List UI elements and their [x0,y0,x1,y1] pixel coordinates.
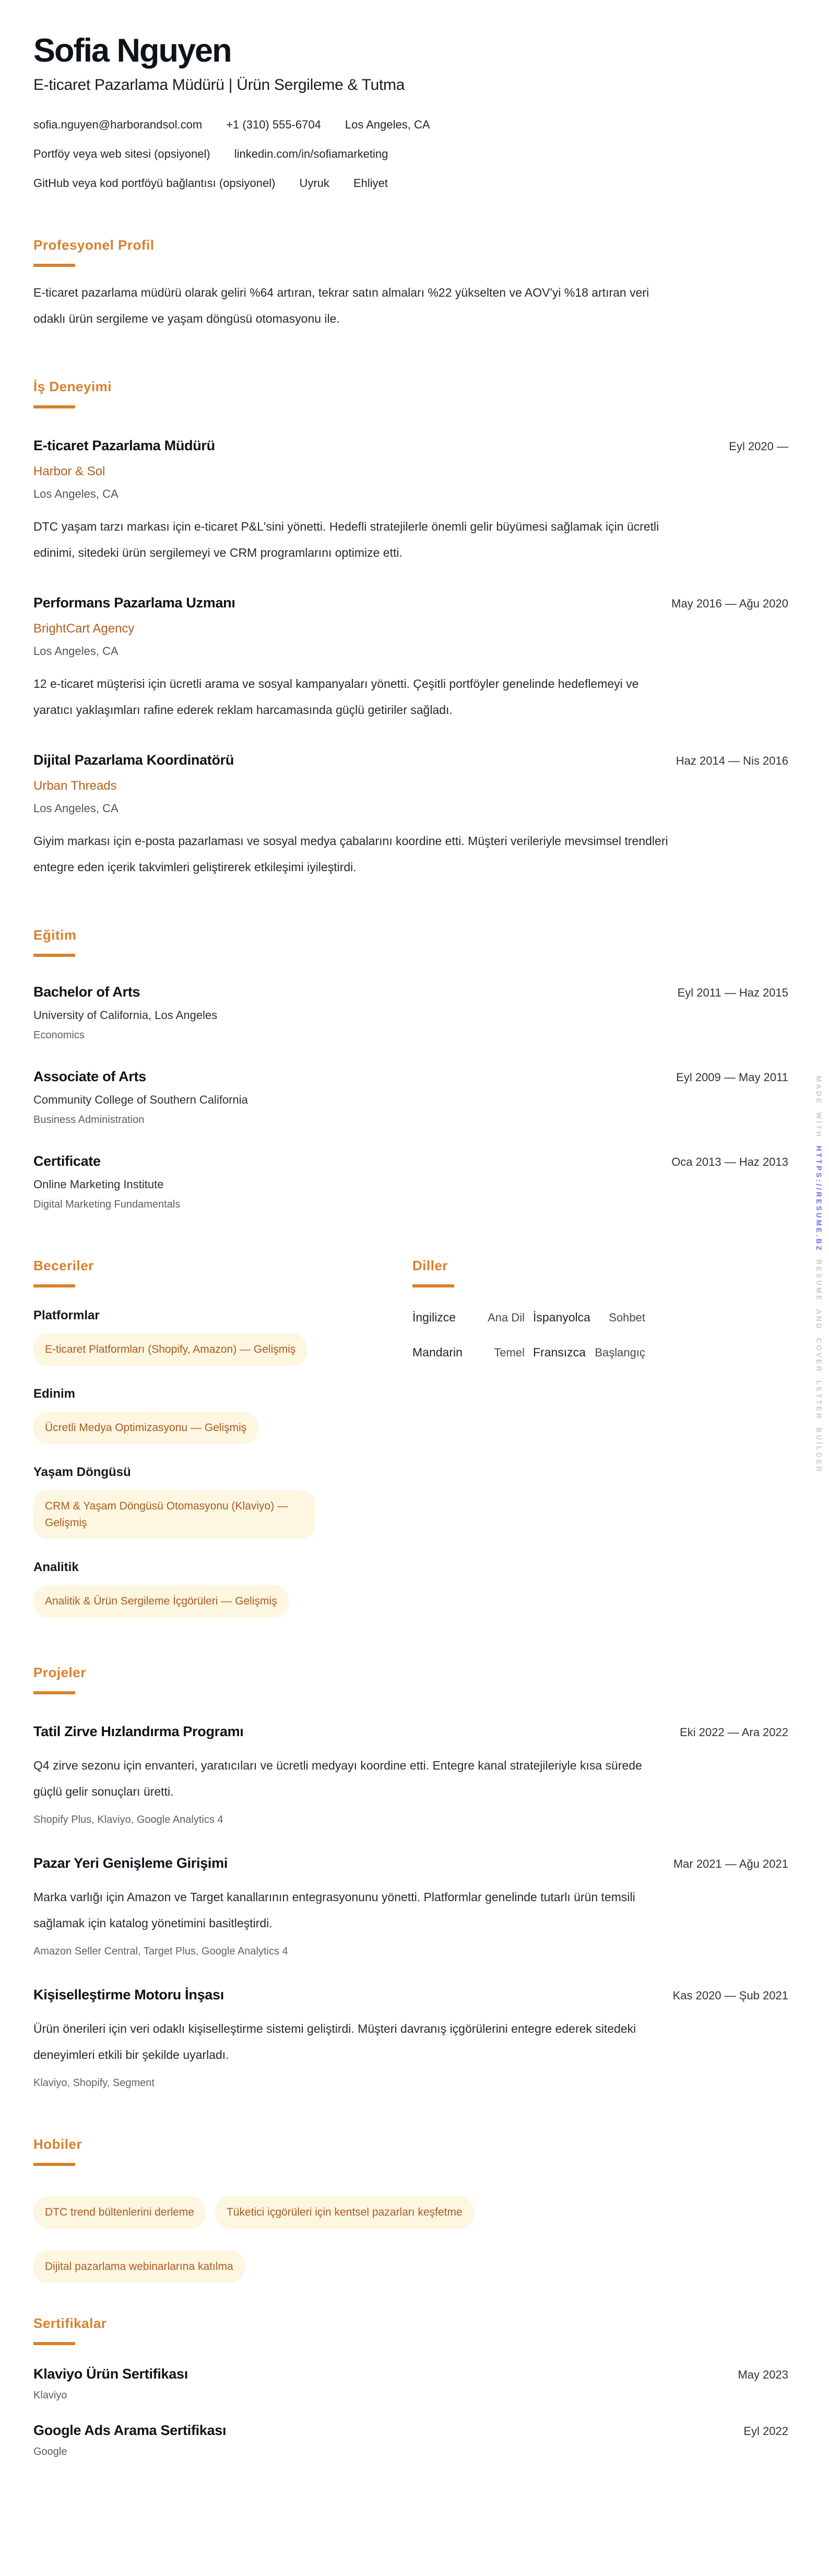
section-heading: Beceriler [33,1258,94,1274]
contact-block [33,118,788,190]
hobby-pills [33,2186,608,2283]
section-education [33,927,788,1211]
portfolio-placeholder-text: Portföy veya web sitesi (opsiyonel) [33,147,210,161]
project-date: Mar 2021 — Ağu 2021 [673,1857,788,1871]
section-heading: Hobiler [33,2136,82,2152]
job-location: Los Angeles, CA [33,645,119,658]
hobby-pill: Tüketici içgörüleri için kentsel pazarları keşfetme [215,2196,474,2229]
certificate-date: Eyl 2022 [743,2425,788,2438]
degree-title: Associate of Arts [33,1069,146,1085]
section-heading: Diller [412,1258,448,1274]
education-entry [33,984,788,1041]
certificate-entry [33,2366,788,2402]
company-name: Urban Threads [33,779,117,793]
language-item [533,1310,645,1325]
section-heading: İş Deneyimi [33,379,112,395]
language-level: Sohbet [609,1311,645,1325]
language-item [412,1310,525,1325]
contact-row [33,118,788,132]
job-location: Los Angeles, CA [33,487,119,501]
certificate-issuer: Google [33,2446,67,2458]
certificate-entry [33,2422,788,2458]
job-title: Dijital Pazarlama Koordinatörü [33,752,234,768]
section-heading: Sertifikalar [33,2315,107,2332]
job-description: 12 e-ticaret müşterisi için ücretli arama ve sosyal kampanyaları yönetti. Çeşitli portföyler genelinde hedeflemeyi ve yaratıcı yaklaşımları rafine ederek reklam harcamasında güçlü getiriler sağladı. [33,677,639,717]
skills-languages-row [33,1258,788,1618]
section-accent-bar [33,1284,75,1287]
section-languages [412,1258,645,1618]
skill-group [33,1465,378,1539]
skill-group-label: Platformlar [33,1308,100,1323]
project-date: Eki 2022 — Ara 2022 [680,1726,788,1739]
job-location: Los Angeles, CA [33,802,119,815]
email-text[interactable]: sofia.nguyen@harborandsol.com [33,118,203,132]
section-hobbies [33,2136,788,2283]
job-title: Performans Pazarlama Uzmanı [33,595,235,611]
skill-group [33,1387,378,1444]
skill-group-label: Edinim [33,1387,76,1401]
resume-header [33,33,788,190]
section-certificates [33,2315,788,2458]
skill-group [33,1308,378,1366]
school-name: Online Marketing Institute [33,1178,164,1191]
section-profile [33,237,788,332]
section-experience [33,379,788,880]
project-entry [33,1987,788,2089]
section-projects [33,1665,788,2089]
skill-pill: Analitik & Ürün Sergileme İçgörüleri — Gelişmiş [33,1585,289,1618]
degree-title: Certificate [33,1153,101,1169]
section-heading: Projeler [33,1665,86,1681]
education-entry [33,1153,788,1211]
skill-group-label: Yaşam Döngüsü [33,1465,131,1480]
certificate-date: May 2023 [738,2368,788,2382]
project-description: Ürün önerileri için veri odaklı kişiselleştirme sistemi geliştirdi. Müşteri davranış içgörülerini entegre ederek sitedeki deneyimleri etkili bir şekilde uyarladı. [33,2022,636,2062]
job-entry [33,752,788,880]
job-title: E-ticaret Pazarlama Müdürü [33,438,215,454]
section-heading: Eğitim [33,927,77,943]
linkedin-text[interactable]: linkedin.com/in/sofiamarketing [234,147,388,161]
education-date: Eyl 2011 — Haz 2015 [677,986,788,1000]
project-tools: Amazon Seller Central, Target Plus, Google Analytics 4 [33,1946,288,1958]
contact-row [33,147,788,161]
certificate-title: Google Ads Arama Sertifikası [33,2422,227,2439]
degree-title: Bachelor of Arts [33,984,140,1000]
project-title: Kişiselleştirme Motoru İnşası [33,1987,224,2003]
builder-watermark [815,1076,823,1473]
section-accent-bar [33,2342,75,2345]
school-name: Community College of Southern California [33,1093,248,1107]
language-level: Temel [494,1346,525,1360]
language-item [412,1345,525,1360]
section-accent-bar [33,954,75,957]
school-name: University of California, Los Angeles [33,1009,218,1022]
watermark-builder-text: RESUME AND COVER LETTER BUİLDER [815,1259,823,1474]
location-text: Los Angeles, CA [345,118,430,132]
education-entry [33,1069,788,1126]
language-grid [412,1310,645,1360]
hobby-pill: DTC trend bültenlerini derleme [33,2196,206,2229]
builder-link[interactable]: HTTPS://RESUME.BZ [815,1145,823,1252]
project-date: Kas 2020 — Şub 2021 [672,1989,788,2003]
hobby-pill: Dijital pazarlama webinarlarına katılma [33,2251,245,2283]
language-item [533,1345,645,1360]
project-description: Q4 zirve sezonu için envanteri, yaratıcıları ve ücretli medyayı koordine etti. Entegre kanal stratejileriyle kısa sürede güçlü gelir sonuçları üretti. [33,1759,642,1799]
company-name: Harbor & Sol [33,464,105,479]
license-text: Ehliyet [353,177,388,190]
section-accent-bar [33,1691,75,1694]
field-of-study: Economics [33,1029,85,1041]
job-headline: E-ticaret Pazarlama Müdürü | Ürün Sergileme & Tutma [33,76,405,94]
language-level: Başlangıç [595,1346,645,1360]
section-accent-bar [33,2163,75,2166]
job-date: Haz 2014 — Nis 2016 [676,754,788,768]
skill-pill: E-ticaret Platformları (Shopify, Amazon) — Gelişmiş [33,1333,307,1366]
nationality-text: Uyruk [299,177,329,190]
project-tools: Shopify Plus, Klaviyo, Google Analytics 4 [33,1814,223,1826]
language-name: İspanyolca [533,1310,590,1325]
language-name: Fransızca [533,1345,586,1360]
project-title: Pazar Yeri Genişleme Girişimi [33,1855,228,1871]
project-entry [33,1855,788,1958]
company-name: BrightCart Agency [33,622,135,636]
job-entry [33,595,788,723]
project-description: Marka varlığı için Amazon ve Target kanallarının entegrasyonunu yönetti. Platformlar genelinde tutarlı ürün temsili sağlamak için katalog yönetimini basitleştirdi. [33,1890,635,1930]
contact-row [33,177,788,190]
skill-group [33,1560,378,1618]
section-accent-bar [33,405,75,408]
field-of-study: Business Administration [33,1114,145,1126]
project-title: Tatil Zirve Hızlandırma Programı [33,1724,244,1740]
job-date: May 2016 — Ağu 2020 [671,597,788,611]
field-of-study: Digital Marketing Fundamentals [33,1199,181,1211]
section-skills [33,1258,378,1618]
job-entry [33,438,788,566]
phone-text: +1 (310) 555-6704 [226,118,321,132]
language-name: Mandarin [412,1345,463,1360]
page-title: Sofia Nguyen [33,32,231,69]
section-heading: Profesyonel Profil [33,237,155,253]
profile-text: E-ticaret pazarlama müdürü olarak geliri %64 artıran, tekrar satın almaları %22 yükselten ve AOV'yi %18 artıran veri odaklı ürün sergileme ve yaşam döngüsü otomasyonu ile. [33,286,649,326]
language-level: Ana Dil [488,1311,525,1325]
certificate-issuer: Klaviyo [33,2390,67,2402]
job-description: Giyim markası için e-posta pazarlaması ve sosyal medya çabalarını koordine etti. Müşteri verileriyle mevsimsel trendleri entegre eden içerik takvimleri geliştirerek etkileşimi iyileştirdi. [33,834,668,874]
education-date: Eyl 2009 — May 2011 [676,1071,788,1084]
education-date: Oca 2013 — Haz 2013 [671,1155,788,1169]
language-name: İngilizce [412,1310,456,1325]
section-accent-bar [33,264,75,267]
skill-group-label: Analitik [33,1560,79,1575]
certificate-title: Klaviyo Ürün Sertifikası [33,2366,188,2382]
job-date: Eyl 2020 — [729,440,788,453]
section-accent-bar [412,1284,454,1287]
watermark-made-with-text: MADE WİTH [815,1076,823,1139]
skill-pill: Ücretli Medya Optimizasyonu — Gelişmiş [33,1412,258,1444]
skill-pill: CRM & Yaşam Döngüsü Otomasyonu (Klaviyo) — Gelişmiş [33,1490,315,1539]
project-tools: Klaviyo, Shopify, Segment [33,2077,155,2089]
project-entry [33,1724,788,1826]
github-placeholder-text: GitHub veya kod portföyü bağlantısı (opsiyonel) [33,177,276,190]
job-description: DTC yaşam tarzı markası için e-ticaret P&L'sini yönetti. Hedefli stratejilerle önemli gelir büyümesi sağlamak için ücretli edinimi, sitedeki ürün sergilemeyi ve CRM programlarını optimize etti. [33,520,659,560]
